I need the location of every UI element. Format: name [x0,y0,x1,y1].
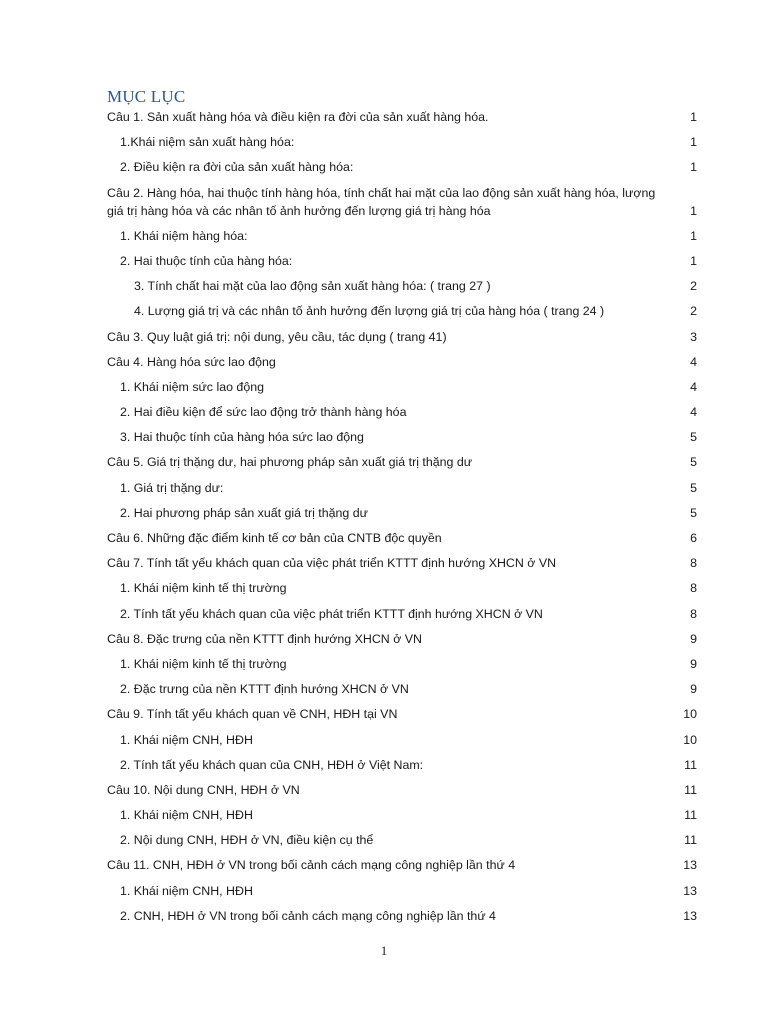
toc-entry-page: 11 [684,833,697,848]
toc-entry-text: Câu 2. Hàng hóa, hai thuộc tính hàng hóa, tính chất hai mặt của lao động sản xuất hàng hóa, lượng giá trị hàng hóa và các nhân tố ảnh hưởng đến lượng giá trị hàng hóa [107,185,656,218]
toc-entry-text: 1. Khái niệm CNH, HĐH [120,808,253,823]
toc-entry-page: 1 [690,253,697,268]
toc-entry-page: 13 [683,908,697,923]
toc-entry[interactable] [107,108,697,126]
toc-entry[interactable] [107,781,697,799]
toc-entry[interactable] [107,403,697,421]
toc-entry-text: Câu 1. Sản xuất hàng hóa và điều kiện ra đời của sản xuất hàng hóa. [107,110,489,124]
toc-entry-text: 1. Giá trị thặng dư: [120,480,224,495]
toc-entry[interactable] [107,277,697,295]
toc-entry[interactable] [107,605,697,623]
toc-entry-page: 13 [683,883,697,898]
toc-entry[interactable] [107,158,697,176]
toc-entry-page: 8 [690,606,697,621]
toc-entry-page: 1 [690,110,697,124]
toc-entry-page: 8 [690,556,697,571]
toc-entry-text: 1. Khái niệm CNH, HĐH [120,732,253,747]
toc-entry-page: 1 [690,203,697,218]
toc-entry-page: 11 [684,782,697,797]
toc-entry-text: Câu 4. Hàng hóa sức lao động [107,354,276,369]
toc-entry-text: 1. Khái niệm CNH, HĐH [120,883,253,898]
toc-entry-page: 5 [690,480,697,495]
toc-entry-page: 9 [690,682,697,697]
toc-entry-page: 13 [683,858,697,873]
toc-entry[interactable] [107,907,697,925]
toc-entry[interactable] [107,378,697,396]
toc-entry-page: 1 [690,135,697,150]
toc-entry-text: 2. Hai điều kiện để sức lao động trở thành hàng hóa [120,405,407,420]
toc-entry-text: 2. Hai phương pháp sản xuất giá trị thặng dư [120,505,368,520]
toc-entry[interactable] [107,756,697,774]
toc-entry-text: 2. Tính tất yếu khách quan của việc phát triển KTTT định hướng XHCN ở VN [120,606,543,621]
toc-entry-page: 2 [690,304,697,319]
toc-entry[interactable] [107,806,697,824]
toc-entry-page: 10 [683,707,697,722]
toc-entry[interactable] [107,353,697,371]
toc-entry-page: 9 [690,631,697,646]
toc-entry-text: 2. CNH, HĐH ở VN trong bối cảnh cách mạng công nghiệp lần thứ 4 [120,908,496,923]
toc-entry[interactable] [107,504,697,522]
toc-entry-page: 3 [690,329,697,344]
toc-entry-page: 5 [690,430,697,445]
toc-entry-page: 5 [690,455,697,470]
toc-entry-text: 1. Khái niệm hàng hóa: [120,228,248,243]
toc-entry-text: Câu 10. Nội dung CNH, HĐH ở VN [107,782,300,797]
toc-entry-page: 8 [690,581,697,596]
toc-entry-page: 11 [684,808,697,823]
toc-entry-page: 6 [690,531,697,545]
toc-entry-text: 2. Hai thuộc tính của hàng hóa: [120,253,293,268]
page-number: 1 [380,943,388,958]
toc-entry[interactable] [107,453,697,471]
toc-entry-text: Câu 7. Tính tất yếu khách quan của việc phát triển KTTT định hướng XHCN ở VN [107,556,557,571]
toc-entry-page: 10 [683,732,697,747]
toc-entry-page: 1 [690,228,697,243]
toc-entry[interactable] [107,579,697,597]
toc-entry-page: 2 [690,279,697,294]
toc-entry[interactable] [107,529,697,547]
toc-entry[interactable] [107,630,697,648]
toc-entry[interactable] [107,831,697,849]
toc-entry[interactable] [107,252,697,270]
toc-entry-text: Câu 5. Giá trị thặng dư, hai phương pháp sản xuất giá trị thặng dư [107,455,473,470]
toc-entry-text: Câu 6. Những đặc điểm kinh tế cơ bản của CNTB độc quyền [107,531,442,545]
toc-entry-text: 3. Tính chất hai mặt của lao động sản xuất hàng hóa: ( trang 27 ) [134,279,491,294]
toc-entry-page: 4 [690,379,697,394]
toc-entry[interactable] [107,479,697,497]
toc-entry-text: Câu 8. Đặc trưng của nền KTTT định hướng XHCN ở VN [107,631,422,646]
toc-entry-text: 2. Tính tất yếu khách quan của CNH, HĐH ở Việt Nam: [120,757,424,772]
toc-entry[interactable] [107,133,697,151]
toc-entry[interactable] [107,680,697,698]
toc-entry-text: 2. Nội dung CNH, HĐH ở VN, điều kiện cụ thể [120,833,374,848]
toc-entry-page: 4 [690,405,697,420]
toc-entry-text: Câu 3. Quy luật giá trị: nội dung, yêu cầu, tác dụng ( trang 41) [107,329,447,344]
toc-entry[interactable] [107,554,697,572]
toc-entry-text: 1. Khái niệm kinh tế thị trường [120,656,287,671]
toc-entry[interactable] [107,882,697,900]
toc-entry-text: 1. Khái niệm sức lao động [120,379,264,394]
toc-entry-page: 5 [690,505,697,520]
toc-entry-page: 4 [690,354,697,369]
toc-list [107,108,697,932]
toc-entry[interactable] [107,428,697,446]
toc-entry[interactable] [107,184,697,220]
toc-entry-text: 1. Khái niệm kinh tế thị trường [120,581,287,596]
toc-entry-text: Câu 11. CNH, HĐH ở VN trong bối cảnh cách mạng công nghiệp lần thứ 4 [107,858,516,873]
toc-entry-page: 9 [690,656,697,671]
toc-entry-page: 11 [684,757,697,772]
toc-entry-text: 1.Khái niệm sản xuất hàng hóa: [120,135,295,150]
toc-entry-text: 2. Điều kiện ra đời của sản xuất hàng hóa: [120,160,354,175]
toc-entry[interactable] [107,856,697,874]
toc-entry[interactable] [107,302,697,320]
toc-entry[interactable] [107,328,697,346]
toc-entry[interactable] [107,705,697,723]
toc-title: MỤC LỤC [107,87,186,106]
toc-entry[interactable] [107,731,697,749]
toc-entry-page: 1 [690,160,697,175]
toc-entry[interactable] [107,227,697,245]
toc-entry-text: 2. Đặc trưng của nền KTTT định hướng XHCN ở VN [120,682,409,697]
toc-entry[interactable] [107,655,697,673]
toc-entry-text: 3. Hai thuộc tính của hàng hóa sức lao động [120,430,364,445]
toc-entry-text: 4. Lượng giá trị và các nhân tố ảnh hưởng đến lượng giá trị của hàng hóa ( trang 24 ) [134,304,605,319]
toc-entry-text: Câu 9. Tính tất yếu khách quan về CNH, HĐH tại VN [107,707,398,722]
